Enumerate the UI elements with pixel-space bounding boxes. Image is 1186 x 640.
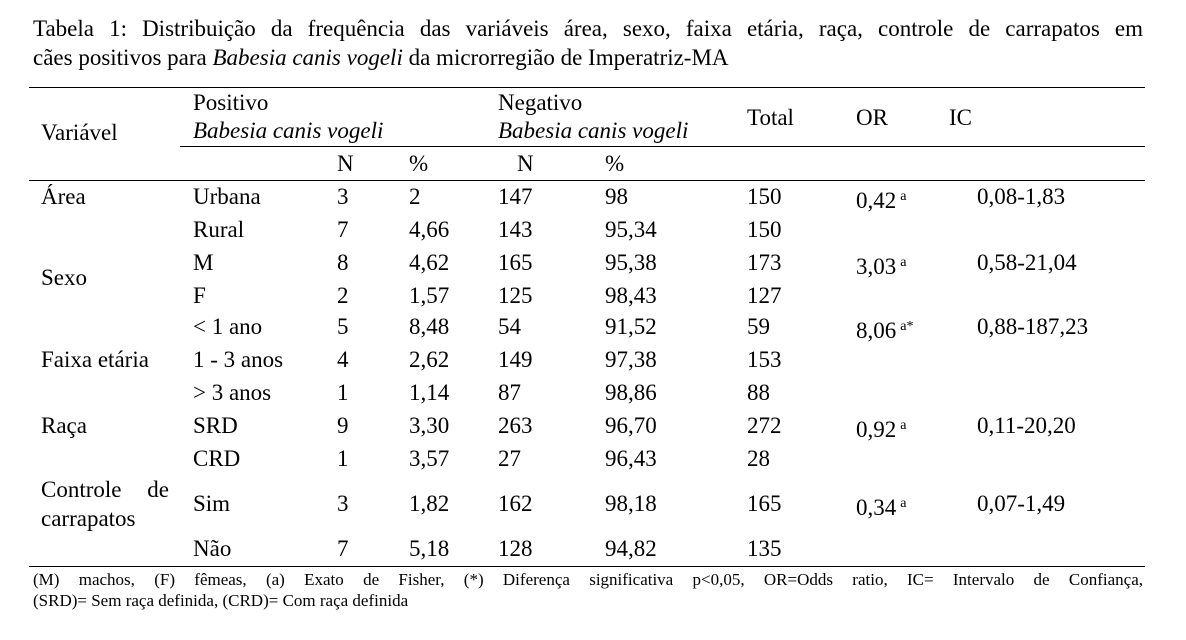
caption-species: Babesia canis vogeli — [212, 45, 403, 70]
cell-pp: 1,57 — [409, 283, 450, 308]
table-footnote — [33, 569, 1143, 611]
cell-np: 96,43 — [605, 446, 657, 471]
cell-pp: 5,18 — [409, 536, 450, 561]
superscript-note: a* — [900, 319, 914, 334]
cell-total: 153 — [747, 347, 782, 372]
cell-np: 94,82 — [605, 536, 657, 561]
table-caption — [33, 14, 1143, 72]
header-ic: IC — [949, 105, 972, 130]
cell-total: 127 — [747, 283, 782, 308]
cell-pp: 4,62 — [409, 250, 450, 275]
caption-line-2 — [33, 43, 1143, 72]
cell-pn: 5 — [337, 314, 349, 339]
cell-np: 95,38 — [605, 250, 657, 275]
cell-or — [856, 216, 860, 248]
cell-nn: 263 — [498, 413, 533, 438]
header-negativo: Negativo — [498, 90, 583, 115]
cell-cat: > 3 anos — [193, 380, 272, 405]
cell-cat: 1 - 3 anos — [193, 347, 284, 372]
cell-total: 173 — [747, 250, 782, 275]
group-faixa-etaria: Faixa etária — [41, 347, 149, 372]
cell-nn: 162 — [498, 491, 533, 516]
superscript-note: a — [900, 418, 907, 433]
cell-pn: 1 — [337, 446, 349, 471]
top-rule — [29, 87, 1145, 88]
bottom-rule — [29, 566, 1145, 567]
cell-nn: 54 — [498, 314, 521, 339]
group-controle-line-2: carrapatos — [41, 506, 136, 531]
cell-nn: 147 — [498, 184, 533, 209]
group-controle-line-1: Controle de — [41, 477, 169, 502]
caption-line-1: Tabela 1: Distribuição da frequência das variáveis área, sexo, faixa etária, raça, controle de carrapatos em — [33, 16, 1143, 41]
cell-cat: F — [193, 283, 206, 308]
superscript-note: a — [900, 189, 907, 204]
cell-or: 3,03 $^a$ — [856, 254, 907, 279]
superscript-note: a — [900, 255, 907, 270]
cell-or: 8,06 $^{a*}$ — [856, 318, 914, 343]
cell-or — [856, 282, 860, 314]
cell-pp: 4,66 — [409, 217, 450, 242]
superscript-note: a — [900, 496, 907, 511]
cell-np: 97,38 — [605, 347, 657, 372]
footnote-line-1: (M) machos, (F) fêmeas, (a) Exato de Fisher, (*) Diferença significativa p<0,05, OR=Odds ratio, IC= Intervalo de Confiança, — [33, 570, 1143, 589]
header-n-positivo: N — [337, 151, 354, 176]
cell-pn: 2 — [337, 283, 349, 308]
cell-nn: 149 — [498, 347, 533, 372]
cell-pn: 7 — [337, 536, 349, 561]
cell-total: 59 — [747, 314, 770, 339]
cell-pp: 1,82 — [409, 491, 450, 516]
cell-pn: 7 — [337, 217, 349, 242]
cell-cat: M — [193, 250, 214, 275]
cell-pp: 8,48 — [409, 314, 450, 339]
footnote-line-2: (SRD)= Sem raça definida, (CRD)= Com raça definida — [33, 591, 409, 610]
cell-or — [856, 535, 860, 567]
cell-ic: 0,58-21,04 — [977, 250, 1077, 275]
cell-cat: < 1 ano — [193, 314, 263, 339]
cell-or — [856, 346, 860, 378]
cell-np: 96,70 — [605, 413, 657, 438]
cell-pp: 3,30 — [409, 413, 450, 438]
header-positivo-species: Babesia canis vogeli — [193, 118, 384, 143]
cell-ic: 0,08-1,83 — [977, 184, 1066, 209]
cell-pn: 8 — [337, 250, 349, 275]
group-sexo: Sexo — [41, 265, 87, 290]
header-pct-negativo: % — [605, 151, 625, 176]
caption-text: cães positivos para — [33, 45, 213, 70]
cell-pn: 1 — [337, 380, 349, 405]
cell-np: 98 — [605, 184, 628, 209]
cell-or: 0,42 $^a$ — [856, 188, 907, 213]
cell-total: 272 — [747, 413, 782, 438]
cell-ic: 0,11-20,20 — [977, 413, 1076, 438]
header-n-negativo: N — [517, 151, 534, 176]
cell-total: 150 — [747, 217, 782, 242]
cell-total: 150 — [747, 184, 782, 209]
cell-pn: 4 — [337, 347, 349, 372]
header-subrule — [180, 146, 1145, 147]
header-positivo: Positivo — [193, 90, 269, 115]
cell-ic: 0,07-1,49 — [977, 491, 1066, 516]
cell-cat: Urbana — [193, 184, 261, 209]
cell-total: 135 — [747, 536, 782, 561]
cell-nn: 165 — [498, 250, 533, 275]
cell-cat: CRD — [193, 446, 241, 471]
cell-or — [856, 445, 860, 477]
cell-pp: 2 — [409, 184, 421, 209]
cell-or — [856, 379, 860, 411]
cell-np: 91,52 — [605, 314, 657, 339]
cell-nn: 125 — [498, 283, 533, 308]
cell-np: 98,43 — [605, 283, 657, 308]
cell-total: 28 — [747, 446, 770, 471]
header-total: Total — [747, 105, 794, 130]
cell-ic: 0,88-187,23 — [977, 314, 1089, 339]
header-bottom-rule — [29, 180, 1145, 181]
header-or: OR — [856, 105, 888, 130]
cell-pn: 3 — [337, 184, 349, 209]
header-pct-positivo: % — [409, 151, 429, 176]
cell-np: 98,18 — [605, 491, 657, 516]
cell-np: 95,34 — [605, 217, 657, 242]
cell-pp: 3,57 — [409, 446, 450, 471]
cell-pn: 3 — [337, 491, 349, 516]
cell-nn: 27 — [498, 446, 521, 471]
cell-cat: Rural — [193, 217, 245, 242]
cell-or: 0,92 $^a$ — [856, 417, 907, 442]
header-variavel: Variável — [41, 120, 118, 145]
cell-cat: Sim — [193, 491, 231, 516]
caption-text-end: da microrregião de Imperatriz-MA — [402, 45, 729, 70]
cell-pp: 1,14 — [409, 380, 450, 405]
cell-cat: SRD — [193, 413, 238, 438]
group-raca: Raça — [41, 413, 87, 438]
cell-np: 98,86 — [605, 380, 657, 405]
cell-or: 0,34 $^a$ — [856, 495, 907, 520]
cell-nn: 87 — [498, 380, 521, 405]
cell-pp: 2,62 — [409, 347, 450, 372]
cell-cat: Não — [193, 536, 232, 561]
group-area: Área — [41, 184, 86, 209]
cell-nn: 128 — [498, 536, 533, 561]
cell-nn: 143 — [498, 217, 533, 242]
cell-total: 88 — [747, 380, 770, 405]
cell-total: 165 — [747, 491, 782, 516]
header-negativo-species: Babesia canis vogeli — [498, 118, 689, 143]
cell-pn: 9 — [337, 413, 349, 438]
